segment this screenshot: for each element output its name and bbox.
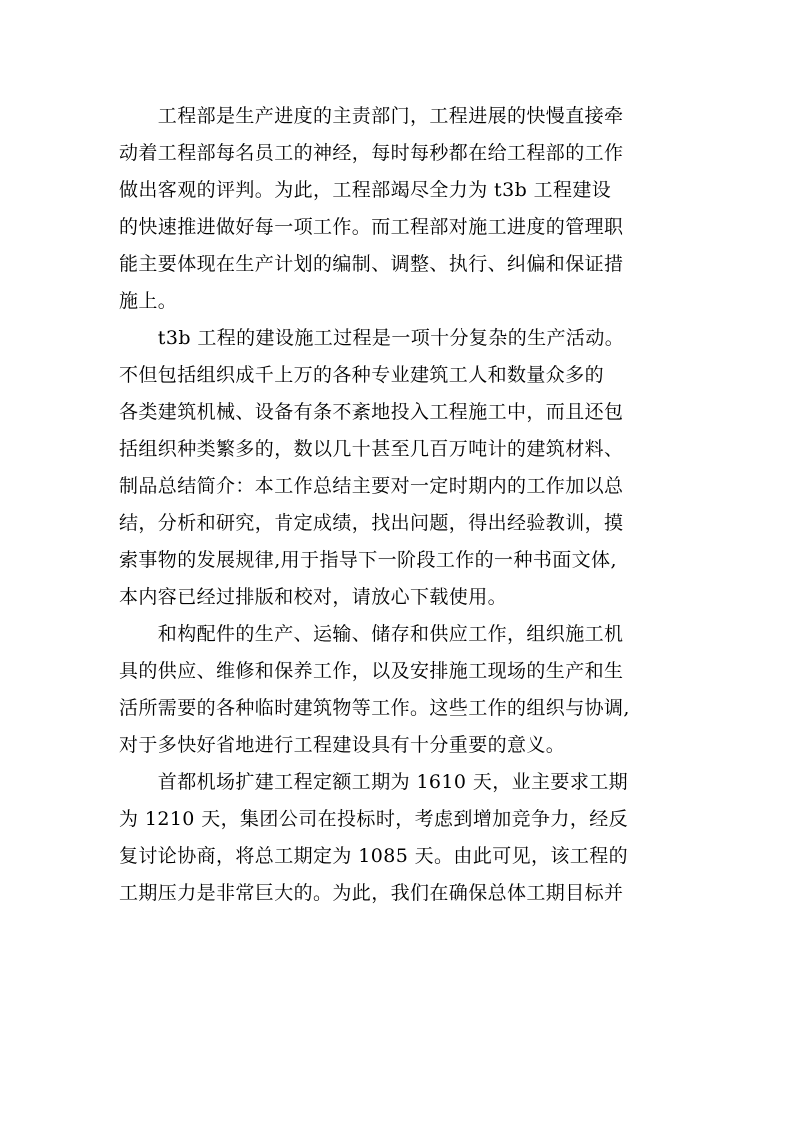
text-line: 工程部是生产进度的主责部门，工程进展的快慢直接牵 bbox=[119, 105, 624, 127]
paragraph-4 bbox=[119, 764, 679, 912]
text-line: 能主要体现在生产计划的编制、调整、执行、纠偏和保证措 bbox=[119, 253, 624, 275]
text-line: 具的供应、维修和保养工作，以及安排施工现场的生产和生 bbox=[119, 660, 624, 682]
paragraph-1 bbox=[119, 98, 679, 320]
text-line: 做出客观的评判。为此，工程部竭尽全力为 t3b 工程建设 bbox=[119, 179, 612, 201]
text-line: 括组织种类繁多的，数以几十甚至几百万吨计的建筑材料、 bbox=[119, 438, 624, 460]
text-line: 结，分析和研究，肯定成绩，找出问题，得出经验教训，摸 bbox=[119, 512, 624, 534]
text-line: 制品总结简介：本工作总结主要对一定时期内的工作加以总 bbox=[119, 475, 624, 497]
text-line: 对于多快好省地进行工程建设具有十分重要的意义。 bbox=[119, 734, 566, 756]
text-line: 不但包括组织成千上万的各种专业建筑工人和数量众多的 bbox=[119, 364, 605, 386]
text-line: 工期压力是非常巨大的。为此，我们在确保总体工期目标并 bbox=[119, 882, 624, 904]
text-line: 复讨论协商，将总工期定为 1085 天。由此可见，该工程的 bbox=[119, 845, 629, 867]
text-line: 的快速推进做好每一项工作。而工程部对施工进度的管理职 bbox=[119, 216, 624, 238]
text-line: 本内容已经过排版和校对，请放心下载使用。 bbox=[119, 586, 508, 608]
text-line: 施上。 bbox=[119, 290, 178, 312]
paragraph-3 bbox=[119, 616, 679, 764]
text-line: 和构配件的生产、运输、储存和供应工作，组织施工机 bbox=[119, 623, 624, 645]
text-line: t3b 工程的建设施工过程是一项十分复杂的生产活动。 bbox=[119, 327, 625, 349]
text-line: 动着工程部每名员工的神经，每时每秒都在给工程部的工作 bbox=[119, 142, 624, 164]
paragraph-2 bbox=[119, 320, 679, 616]
text-line: 为 1210 天，集团公司在投标时，考虑到增加竞争力，经反 bbox=[119, 808, 629, 830]
text-line: 索事物的发展规律,用于指导下一阶段工作的一种书面文体, bbox=[119, 549, 617, 571]
text-line: 首都机场扩建工程定额工期为 1610 天，业主要求工期 bbox=[119, 771, 629, 793]
document-body bbox=[119, 98, 679, 912]
text-line: 活所需要的各种临时建筑物等工作。这些工作的组织与协调, bbox=[119, 697, 630, 719]
text-line: 各类建筑机械、设备有条不紊地投入工程施工中，而且还包 bbox=[119, 401, 624, 423]
